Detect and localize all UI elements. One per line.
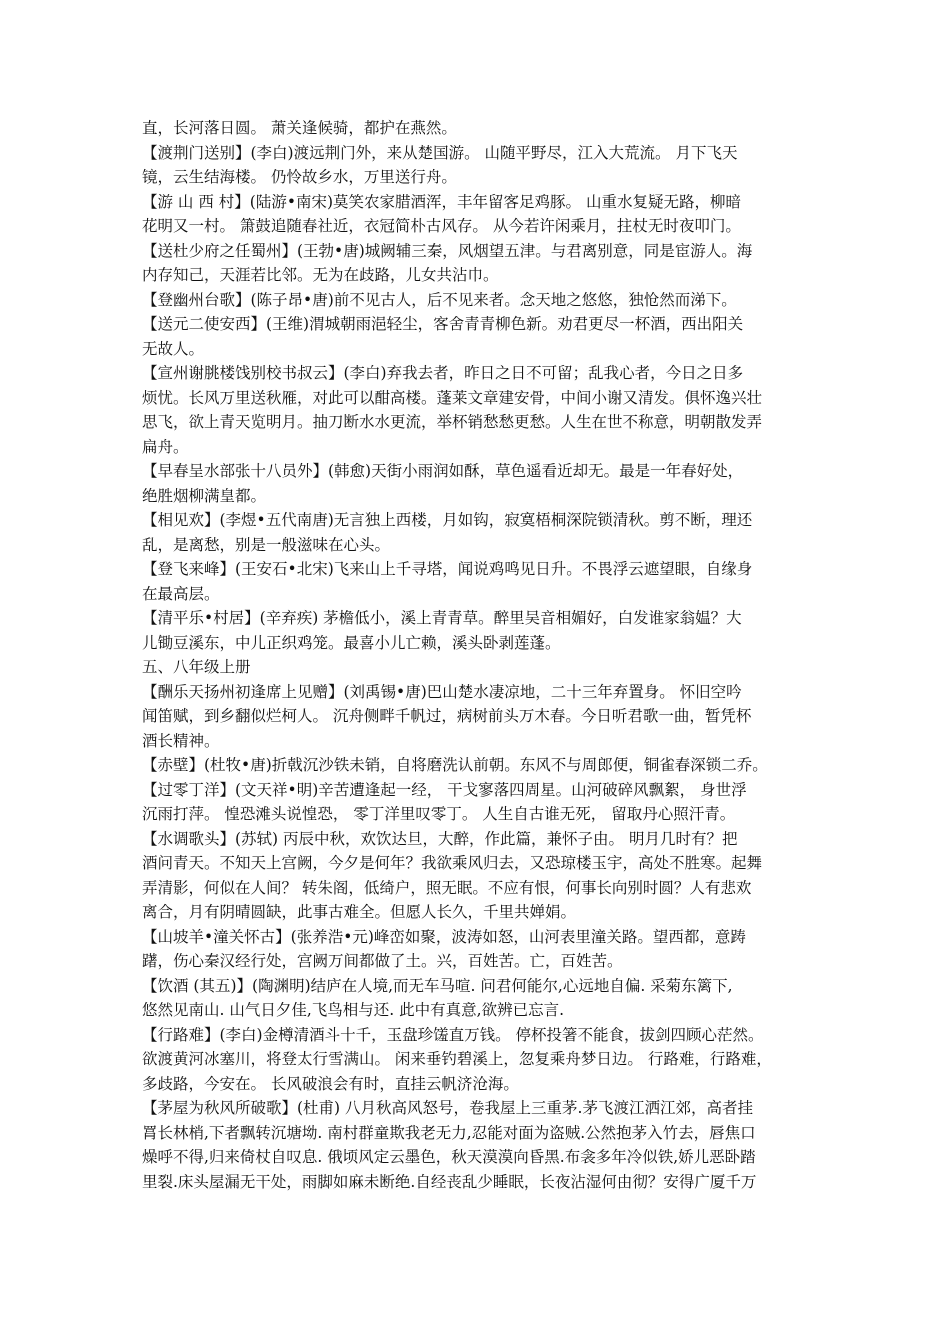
text-line: 燥呼不得,归来倚杖自叹息. 俄顷风定云墨色，秋天漠漠向昏黑.布衾多年冷似铁,娇儿恶卧踏 [142,1148,756,1166]
text-line: 乱，是离愁，别是一般滋味在心头。 [142,535,391,554]
text-line: 弄清影，何似在人间？ 转朱阁，低绮户，照无眠。不应有恨，何事长向别时圆？人有悲欢 [142,878,752,897]
text-line: 【饮酒 (其五)】(陶渊明)结庐在人境,而无车马喧. 问君何能尔,心远地自偏. 采菊东篱下, [142,976,733,995]
text-line: 【赤壁】(杜牧•唐)折戟沉沙铁未销，自将磨洗认前朝。东风不与周郎便，铜雀春深锁二乔。 [142,756,768,774]
text-line: 【游 山 西 村】(陆游•南宋)莫笑农家腊酒浑，丰年留客足鸡豚。 山重水复疑无路，柳暗 [142,192,741,211]
text-line: 内存知己，天涯若比邻。无为在歧路，儿女共沾巾。 [142,266,499,284]
text-line: 沉雨打萍。 惶恐滩头说惶恐， 零丁洋里叹零丁。 人生自古谁无死， 留取丹心照汗青。 [142,805,736,823]
text-line: 酒问青天。不知天上宫阙，今夕是何年？我欲乘风归去，又恐琼楼玉宇，高处不胜寒。起舞 [142,854,763,872]
text-line: 【酬乐天扬州初逢席上见赠】(刘禹锡•唐)巴山楚水凄凉地，二十三年弃置身。 怀旧空吟 [142,682,742,701]
text-line: 【送杜少府之任蜀州】(王勃•唐)城阙辅三秦，风烟望五津。与君离别意，同是宦游人。海 [142,241,753,260]
text-line: 【渡荆门送别】(李白)渡远荆门外，来从楚国游。 山随平野尽，江入大荒流。 月下飞天 [142,143,738,162]
text-line: 【水调歌头】(苏轼) 丙辰中秋，欢饮达旦，大醉，作此篇，兼怀子由。 明月几时有？把 [142,829,738,848]
text-line: 里裂.床头屋漏无干处，雨脚如麻未断绝.自经丧乱少睡眠，长夜沾湿何由彻？安得广厦千万 [142,1172,757,1191]
text-line: 花明又一村。 箫鼓追随春社近，衣冠简朴古风存。 从今若许闲乘月，拄杖无时夜叩门。 [142,217,741,235]
text-line: 【过零丁洋】(文天祥•明)辛苦遭逢起一经， 干戈寥落四周星。山河破碎风飘絮， 身世浮 [142,780,747,799]
text-line: 【清平乐•村居】(辛弃疾) 茅檐低小，溪上青青草。醉里吴音相媚好，白发谁家翁媪？大 [142,609,742,627]
text-line: 儿锄豆溪东，中儿正织鸡笼。最喜小儿亡赖，溪头卧剥莲蓬。 [142,633,561,652]
text-line: 闻笛赋，到乡翻似烂柯人。 沉舟侧畔千帆过，病树前头万木春。今日听君歌一曲，暂凭杯 [142,707,752,725]
document-body [142,116,810,1194]
text-line: 扁舟。 [142,437,189,456]
text-line: 直，长河落日圆。 萧关逢候骑，都护在燕然。 [142,119,457,137]
text-line: 【宣州谢朓楼饯别校书叔云】(李白)弃我去者，昨日之日不可留；乱我心者，今日之日多 [142,364,744,382]
text-line: 【茅屋为秋风所破歌】(杜甫) 八月秋高风怒号，卷我屋上三重茅.茅飞渡江洒江郊，高者挂 [142,1099,753,1117]
text-line: 离合，月有阴晴圆缺，此事古难全。但愿人长久，千里共婵娟。 [142,903,577,921]
text-line: 悠然见南山. 山气日夕佳,飞鸟相与还. 此中有真意,欲辨已忘言. [142,1001,564,1019]
text-line: 镜，云生结海楼。 仍怜故乡水，万里送行舟。 [142,168,457,186]
text-line: 在最高层。 [142,584,220,603]
text-line: 躇，伤心秦汉经行处，宫阙万间都做了土。兴，百姓苦。亡，百姓苦。 [142,952,623,970]
text-line: 烦忧。长风万里送秋雁，对此可以酣高楼。蓬莱文章建安骨，中间小谢又清发。俱怀逸兴壮 [142,388,763,407]
text-line: 五、八年级上册 [142,658,251,676]
text-line: 【行路难】(李白)金樽清酒斗十千，玉盘珍馐直万钱。 停杯投箸不能食，拔剑四顾心茫然。 [142,1025,764,1044]
text-line: 无故人。 [142,339,205,358]
text-line: 思飞，欲上青天览明月。抽刀断水水更流，举杯销愁愁更愁。人生在世不称意，明朝散发弄 [142,413,763,431]
text-line: 酒长精神。 [142,731,220,750]
text-line: 【早春呈水部张十八员外】(韩愈)天街小雨润如酥，草色遥看近却无。最是一年春好处， [142,462,744,480]
text-line: 绝胜烟柳满皇都。 [142,486,267,505]
text-line: 【送元二使安西】(王维)渭城朝雨浥轻尘，客舍青青柳色新。劝君更尽一杯酒，西出阳关 [142,315,744,333]
text-line: 【相见欢】(李煜•五代南唐)无言独上西楼，月如钩，寂寞梧桐深院锁清秋。剪不断，理还 [142,511,753,529]
text-line: 罥长林梢,下者飘转沉塘坳. 南村群童欺我老无力,忍能对面为盗贼.公然抱茅入竹去，唇焦口 [142,1123,756,1142]
text-line: 多歧路，今安在。 长风破浪会有时，直挂云帆济沧海。 [142,1074,519,1093]
text-line: 【山坡羊•潼关怀古】(张养浩•元)峰峦如聚，波涛如怒，山河表里潼关路。望西都，意踌 [142,927,746,946]
text-line: 【登幽州台歌】(陈子昂•唐)前不见古人，后不见来者。念天地之悠悠，独怆然而涕下。 [142,290,737,309]
text-line: 【登飞来峰】(王安石•北宋)飞来山上千寻塔，闻说鸡鸣见日升。不畏浮云遮望眼，自缘身 [142,560,753,578]
text-line: 欲渡黄河冰塞川，将登太行雪满山。 闲来垂钓碧溪上，忽复乘舟梦日边。 行路难，行路难， [142,1050,772,1068]
